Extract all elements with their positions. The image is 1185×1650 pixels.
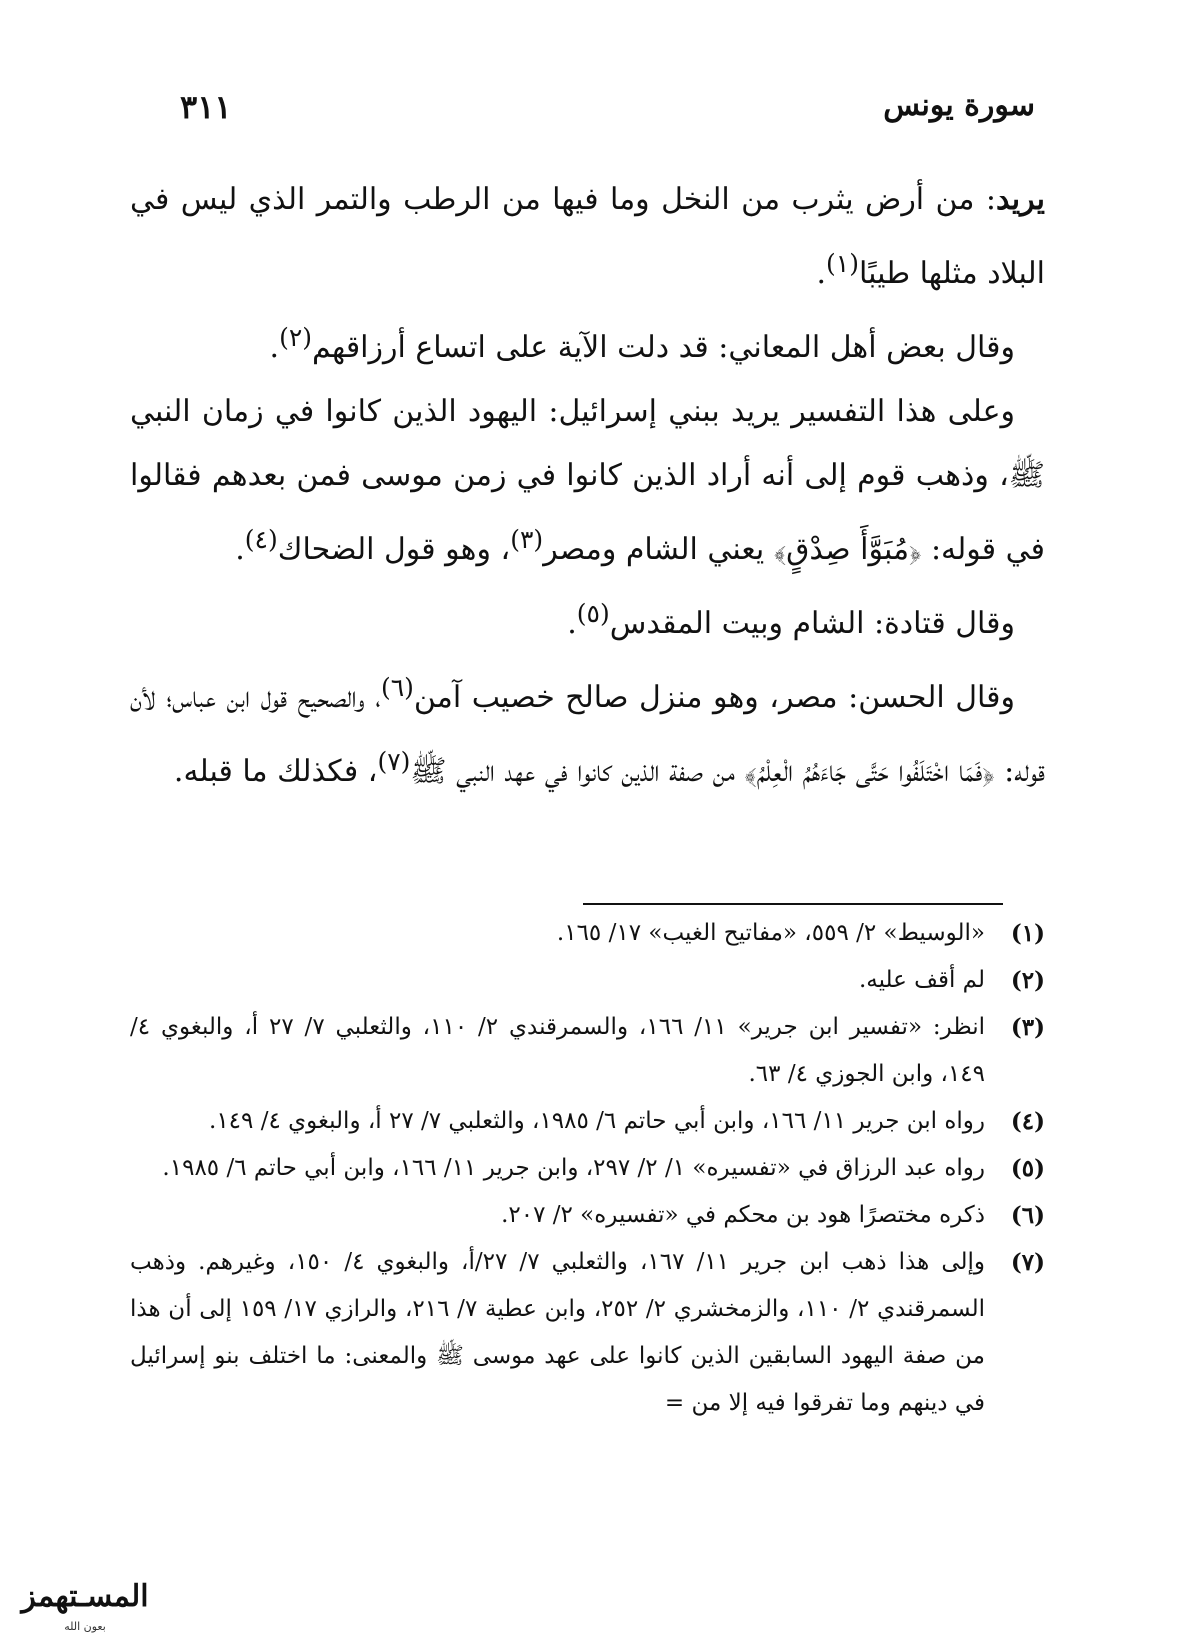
logo-text: المسـتهمز [21,1579,149,1614]
paragraph-text: ، وهو قول الضحاك [277,532,511,567]
paragraph-text: ، والصحيح قول ابن عباس؛ لأن قوله: ﴿فَمَا اخْتَلَفُوا حَتَّى جَاءَهُمُ الْعِلْمُ﴾ من صفة الذين كانوا في عهد النبي ﷺ [130,680,1045,789]
paragraph-text: وعلى هذا التفسير يريد ببني إسرائيل: اليهود الذين كانوا في زمان النبي ﷺ، وذهب قوم إلى أنه أراد الذين كانوا في زمن موسى فمن بعدهم فقالوا في قوله: ﴿مُبَوَّأَ صِدْقٍ﴾ يعني الشام ومصر [130,394,1045,567]
footnote-text: رواه عبد الرزاق في «تفسيره» ١/ ٢/ ٢٩٧، وابن جرير ١١/ ١٦٦، وابن أبي حاتم ٦/ ١٩٨٥. [162,1155,985,1181]
footnote-number: (٧) [1010,1249,1045,1276]
footnote-divider [583,903,1003,905]
footnote-number: (٣) [1010,1014,1045,1041]
paragraph-5 [130,656,1045,804]
footnote-item [130,1004,1045,1098]
footnote-text: ذكره مختصرًا هود بن محكم في «تفسيره» ٢/ ٢٠٧. [501,1202,985,1228]
main-text [130,168,1045,804]
footnote-number: (١) [1010,920,1045,947]
footnote-text: لم أقف عليه. [858,967,985,993]
footnote-number: (٤) [1010,1108,1045,1135]
footnote-ref: (١) [826,249,859,278]
paragraph-text: وقال بعض أهل المعاني: قد دلت الآية على اتساع أرزاقهم [312,330,1015,365]
footnote-number: (٢) [1010,967,1045,994]
footnote-item [130,1145,1045,1192]
footnote-number: (٥) [1010,1155,1045,1182]
paragraph-3: وعلى هذا التفسير يريد ببني إسرائيل: اليهود الذين كانوا في زمان النبي ﷺ، وذهب قوم إلى أنه أراد الذين كانوا في زمن موسى فمن بعدهم فقالوا في قوله: ﴿مُبَوَّأَ صِدْقٍ﴾ يعني الشام ومصر$^{(٣)}$، وهو قول الضحاك$^{(٤)}$. [130,394,1045,567]
footnote-ref: (٥) [576,599,610,628]
footnote-text: وإلى هذا ذهب ابن جرير ١١/ ١٦٧، والثعلبي ٧/ ٢٧/أ، والبغوي ٤/ ١٥٠، وغيرهم. وذهب السمرقندي ٢/ ١١٠، والزمخشري ٢/ ٢٥٢، وابن عطية ٧/ ٢١٦، والرازي ١٧/ ١٥٩ إلى أن هذا من صفة اليهود السابقين الذين كانوا على عهد موسى ﷺ والمعنى: ما اختلف بنو إسرائيل في دينهم وما تفرقوا فيه إلا من = [130,1249,986,1416]
page-header [180,88,1035,138]
paragraph-lead-word: يريد [996,182,1045,217]
page-number: ٣١١ [180,88,232,126]
paragraph-text: وقال الحسن: مصر، وهو منزل صالح خصيب آمن [413,680,1015,715]
paragraph-text: : من أرض يثرب من النخل وما فيها من الرطب والتمر الذي ليس في البلاد مثلها طيبًا [130,182,1045,291]
footnotes [130,910,1045,1427]
footnote-ref: (٦) [380,673,414,702]
paragraph-text: وقال قتادة: الشام وبيت المقدس [609,606,1015,641]
footnote-ref: (٢) [279,323,313,352]
footnote-item [130,1192,1045,1239]
paragraph-1: يريد: من أرض يثرب من النخل وما فيها من الرطب والتمر الذي ليس في البلاد مثلها طيبًا$^{(١)}$. [130,182,1045,291]
footnote-item [130,957,1045,1004]
paragraph-4: وقال قتادة: الشام وبيت المقدس$^{(٥)}$. [567,599,1015,641]
footnote-item [130,910,1045,957]
footnote-number: (٦) [1010,1202,1045,1229]
footnote-text: انظر: «تفسير ابن جرير» ١١/ ١٦٦، والسمرقندي ٢/ ١١٠، والثعلبي ٧/ ٢٧ أ، والبغوي ٤/ ١٤٩، وابن الجوزي ٤/ ٦٣. [130,1014,985,1087]
footnote-ref: (٧) [377,747,411,776]
footnote-ref: (٤) [244,525,278,554]
footnote-item [130,1098,1045,1145]
footnote-text: «الوسيط» ٢/ ٥٥٩، «مفاتيح الغيب» ١٧/ ١٦٥. [556,920,985,946]
footnote-text: رواه ابن جرير ١١/ ١٦٦، وابن أبي حاتم ٦/ ١٩٨٥، والثعلبي ٧/ ٢٧ أ، والبغوي ٤/ ١٤٩. [209,1108,985,1134]
footnote-item [130,1239,1045,1427]
paragraph-text: ، فكذلك ما قبله. [173,754,378,789]
footnote-ref: (٣) [510,525,544,554]
logo-subtext: بعون الله [64,1620,106,1633]
publisher-logo [10,1568,160,1638]
paragraph-2: وقال بعض أهل المعاني: قد دلت الآية على اتساع أرزاقهم$^{(٢)}$. [269,323,1015,365]
surah-title: سورة يونس [883,88,1035,123]
